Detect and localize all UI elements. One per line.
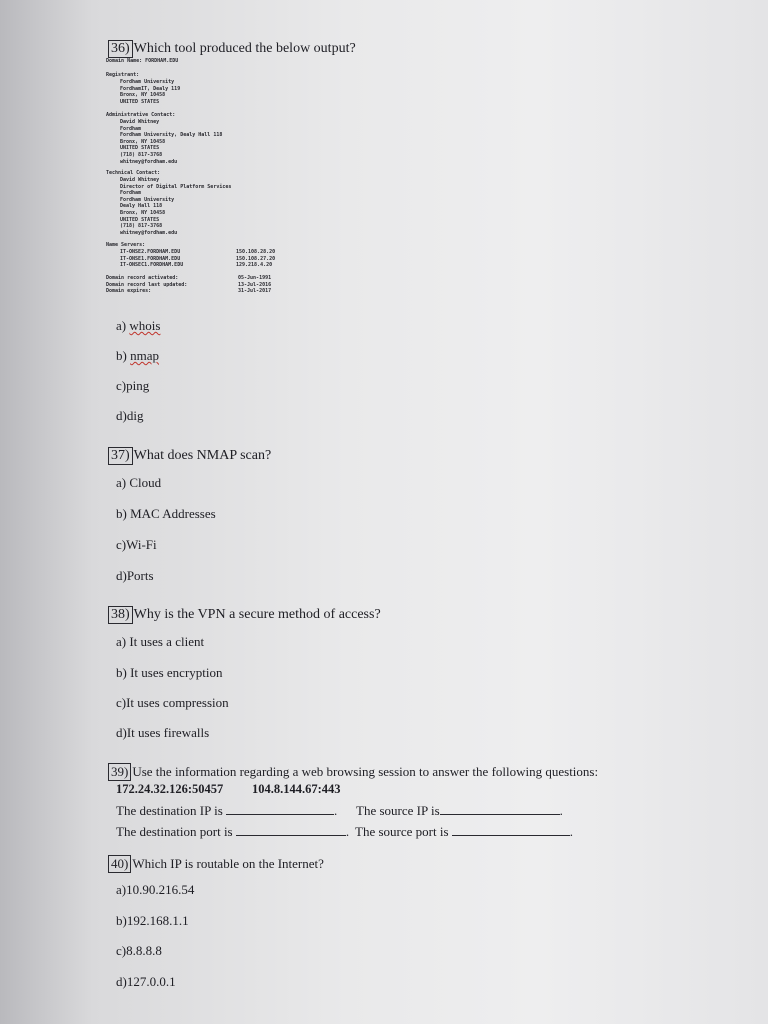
question-37 [108,447,271,465]
whois-tech-label: Technical Contact: [106,170,161,176]
session-ip-2: 104.8.144.67:443 [252,782,341,796]
source-port-blank[interactable] [452,824,570,836]
question-text: Which IP is routable on the Internet? [132,856,324,871]
whois-date-labels: Domain record activated: Domain record last updated: Domain expires: [106,275,188,295]
q40-option-b: b)192.168.1.1 [116,913,189,928]
question-39 [108,763,598,781]
whois-registrant-label: Registrant: [106,72,140,78]
whois-admin-block: David Whitney Fordham Fordham University, Dealy Hall 118 Bronx, NY 10458 UNITED STATES (718) 817-3768 whitney@fordham.edu [120,119,223,165]
q40-option-c: c)8.8.8.8 [116,943,162,958]
q37-option-c: c)Wi-Fi [116,537,157,552]
q37-option-a: a) Cloud [116,475,162,490]
question-text: Why is the VPN a secure method of access? [133,607,381,622]
question-38 [108,606,381,624]
destination-ip-prompt: The destination IP is . [116,803,338,818]
q40-option-a: a)10.90.216.54 [116,882,195,897]
q38-option-a: a) It uses a client [116,634,205,649]
question-40 [108,855,324,873]
question-text: Use the information regarding a web browsing session to answer the following questions: [132,764,599,779]
destination-ip-blank[interactable] [226,803,334,815]
question-text: Which tool produced the below output? [133,41,356,56]
question-number: 37) [108,447,133,465]
q40-option-d: d)127.0.0.1 [116,974,176,989]
source-ip-prompt: The source IP is . [356,803,563,818]
whois-registrant-block: Fordham University FordhamIT, Dealy 119 Bronx, NY 10458 UNITED STATES [120,79,181,105]
whois-domain-name: Domain Name: FORDHAM.EDU [106,58,179,64]
whois-nameserver-ips: 150.108.28.20 150.108.27.20 129.218.4.20 [236,249,276,269]
q37-option-b: b) MAC Addresses [116,506,216,521]
question-number: 39) [108,763,131,781]
q38-option-c: c)It uses compression [116,695,229,710]
q36-option-b: b) nmap [116,348,159,363]
whois-tech-block: David Whitney Director of Digital Platform Services Fordham Fordham University Dealy Hall 118 Bronx, NY 10458 UNITED STATES (718) 817-3768 whitney@fordham.edu [120,177,232,236]
question-text: What does NMAP scan? [133,448,272,463]
whois-ns-label: Name Servers: [106,242,146,248]
q36-option-c: c)ping [116,378,150,393]
whois-dates: 05-Jun-1991 13-Jul-2016 31-Jul-2017 [238,275,272,295]
q38-option-b: b) It uses encryption [116,665,223,680]
destination-port-prompt: The destination port is . [116,824,350,839]
destination-port-blank[interactable] [236,824,346,836]
whois-admin-label: Administrative Contact: [106,112,176,118]
question-number: 40) [108,855,131,873]
session-ip-1: 172.24.32.126:50457 [116,782,224,796]
q36-option-d: d)dig [116,408,144,423]
q37-option-d: d)Ports [116,568,154,583]
question-number: 36) [108,40,133,58]
q36-option-a: a) whois [116,318,161,333]
q38-option-d: d)It uses firewalls [116,725,210,740]
question-number: 38) [108,606,133,624]
source-ip-blank[interactable] [440,803,560,815]
source-port-prompt: The source port is . [355,824,574,839]
whois-nameservers: IT-ONSE2.FORDHAM.EDU IT-ONSE1.FORDHAM.EDU IT-ONSEC1.FORDHAM.EDU [120,249,184,269]
question-36 [108,40,356,58]
